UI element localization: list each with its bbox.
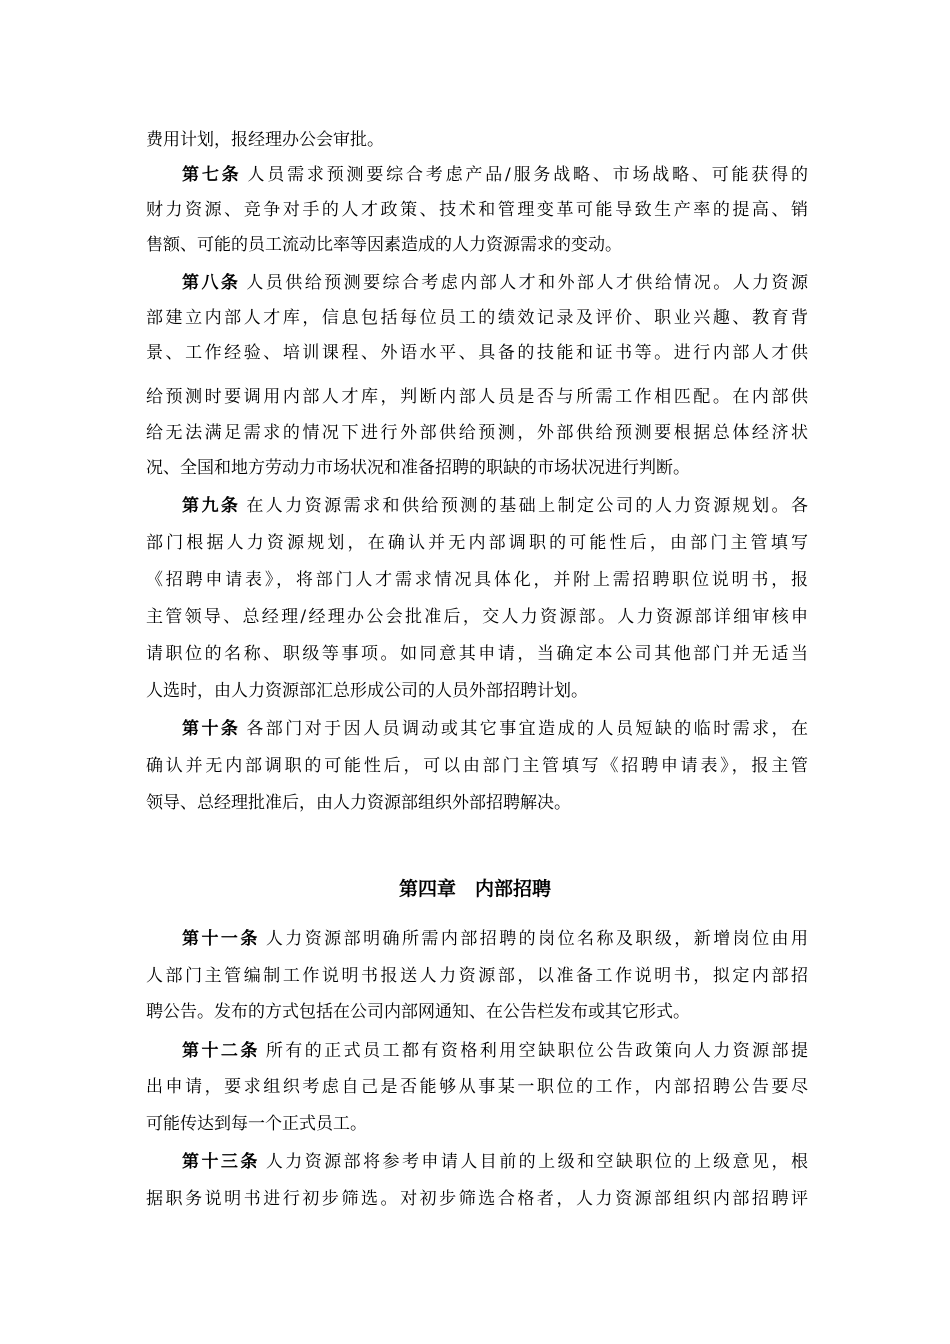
text-line: 出申请，要求组织考虑自己是否能够从事某一职位的工作，内部招聘公告要尽 xyxy=(146,1077,808,1097)
text-line: 给无法满足需求的情况下进行外部供给预测，外部供给预测要根据总体经济状 xyxy=(146,423,808,443)
text-line: 部门根据人力资源规划，在确认并无内部调职的可能性后，由部门主管填写 xyxy=(146,533,808,553)
article-8-text: 人员供给预测要综合考虑内部人才和外部人才供给情况。人力资源 xyxy=(246,273,808,293)
text-line: 主管领导、总经理/经理办公会批准后，交人力资源部。人力资源部详细审核申 xyxy=(146,607,808,627)
text-line: 部建立内部人才库，信息包括每位员工的绩效记录及评价、职业兴趣、教育背 xyxy=(146,308,808,328)
article-8-label: 第八条 xyxy=(182,273,241,293)
article-9-label: 第九条 xyxy=(182,496,241,516)
article-11-label: 第十一条 xyxy=(182,929,260,949)
chapter-heading: 第四章 内部招聘 xyxy=(398,878,551,900)
text-line: 费用计划，报经理办公会审批。 xyxy=(146,130,384,150)
article-13-label: 第十三条 xyxy=(182,1152,260,1172)
article-7-label: 第七条 xyxy=(182,165,242,185)
article-9-first-line xyxy=(182,495,808,517)
text-line: 《招聘申请表》，将部门人才需求情况具体化，并附上需招聘职位说明书，报 xyxy=(146,570,808,590)
article-12-label: 第十二条 xyxy=(182,1041,260,1061)
text-line: 聘公告。发布的方式包括在公司内部网通知、在公告栏发布或其它形式。 xyxy=(146,1002,690,1022)
text-line: 售额、可能的员工流动比率等因素造成的人力资源需求的变动。 xyxy=(146,235,622,255)
text-line: 据职务说明书进行初步筛选。对初步筛选合格者，人力资源部组织内部招聘评 xyxy=(146,1189,808,1209)
text-line: 给预测时要调用内部人才库，判断内部人员是否与所需工作相匹配。在内部供 xyxy=(146,387,808,407)
text-line: 财力资源、竞争对手的人才政策、技术和管理变革可能导致生产率的提高、销 xyxy=(146,200,808,220)
text-line: 领导、总经理批准后，由人力资源部组织外部招聘解决。 xyxy=(146,793,571,813)
article-7-text: 人员需求预测要综合考虑产品/服务战略、市场战略、可能获得的 xyxy=(247,165,808,185)
article-9-text: 在人力资源需求和供给预测的基础上制定公司的人力资源规划。各 xyxy=(246,496,808,516)
text-line: 况、全国和地方劳动力市场状况和准备招聘的职缺的市场状况进行判断。 xyxy=(146,458,690,478)
article-11-text: 人力资源部明确所需内部招聘的岗位名称及职级，新增岗位由用 xyxy=(265,929,808,949)
article-13-text: 人力资源部将参考申请人目前的上级和空缺职位的上级意见，根 xyxy=(265,1152,808,1172)
article-11-first-line xyxy=(182,928,808,950)
article-10-text: 各部门对于因人员调动或其它事宜造成的人员短缺的临时需求，在 xyxy=(246,719,808,739)
article-10-label: 第十条 xyxy=(182,719,241,739)
text-line: 景、工作经验、培训课程、外语水平、具备的技能和证书等。进行内部人才供 xyxy=(146,343,808,363)
text-line: 请职位的名称、职级等事项。如同意其申请，当确定本公司其他部门并无适当 xyxy=(146,644,808,664)
article-12-first-line xyxy=(182,1040,808,1062)
text-line: 确认并无内部调职的可能性后，可以由部门主管填写《招聘申请表》，报主管 xyxy=(146,756,808,776)
article-10-first-line xyxy=(182,718,808,740)
text-line: 人部门主管编制工作说明书报送人力资源部，以准备工作说明书，拟定内部招 xyxy=(146,966,808,986)
text-line: 可能传达到每一个正式员工。 xyxy=(146,1114,367,1134)
article-12-text: 所有的正式员工都有资格利用空缺职位公告政策向人力资源部提 xyxy=(265,1041,808,1061)
article-8-first-line xyxy=(182,272,808,294)
article-7-first-line xyxy=(182,164,808,186)
text-line: 人选时，由人力资源部汇总形成公司的人员外部招聘计划。 xyxy=(146,681,588,701)
article-13-first-line xyxy=(182,1151,808,1173)
